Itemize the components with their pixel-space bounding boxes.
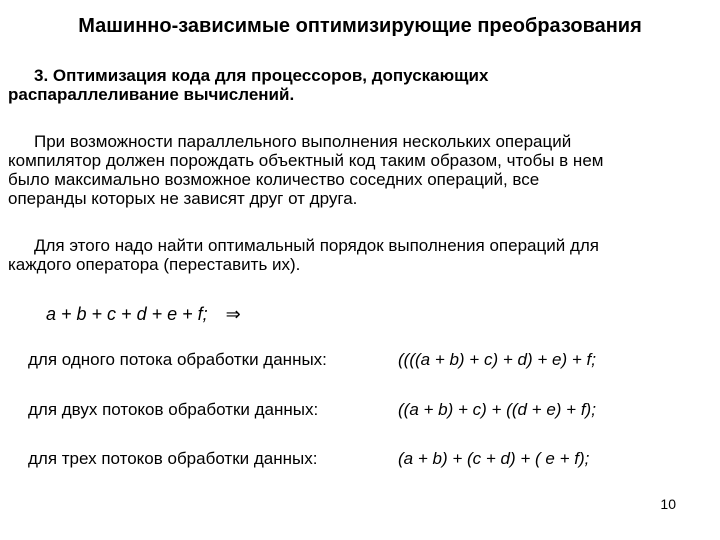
stream-formula: (a + b) + (c + d) + ( e + f); [398, 449, 590, 468]
paragraph-line: компилятор должен порождать объектный код таким образом, чтобы в нем [8, 151, 604, 170]
stream-label: для двух потоков обработки данных: [28, 400, 319, 419]
page-number: 10 [660, 496, 676, 512]
paragraph-parallel-execution [8, 132, 714, 208]
expression-text: a + b + c + d + e + f; [46, 304, 208, 324]
section-heading-line-2: распараллеливание вычислений. [8, 85, 295, 104]
stream-formula: ((((a + b) + c) + d) + e) + f; [398, 350, 596, 369]
source-expression [46, 303, 241, 326]
stream-formula: ((a + b) + c) + ((d + e) + f); [398, 400, 596, 419]
section-heading-line-1: 3. Оптимизация кода для процессоров, допускающих [34, 66, 489, 85]
paragraph-line: операнды которых не зависят друг от друга. [8, 189, 358, 208]
stream-label: для одного потока обработки данных: [28, 350, 327, 369]
slide-title: Машинно-зависимые оптимизирующие преобразования [78, 15, 642, 37]
paragraph-line: Для этого надо найти оптимальный порядок выполнения операций для [34, 236, 599, 255]
paragraph-line: каждого оператора (переставить их). [8, 255, 301, 274]
paragraph-operation-order [8, 236, 714, 274]
paragraph-line: было максимально возможное количество соседних операций, все [8, 170, 540, 189]
section-heading [8, 66, 708, 104]
implies-arrow-icon: ⇒ [225, 304, 241, 325]
stream-label: для трех потоков обработки данных: [28, 449, 318, 468]
paragraph-line: При возможности параллельного выполнения нескольких операций [34, 132, 572, 151]
